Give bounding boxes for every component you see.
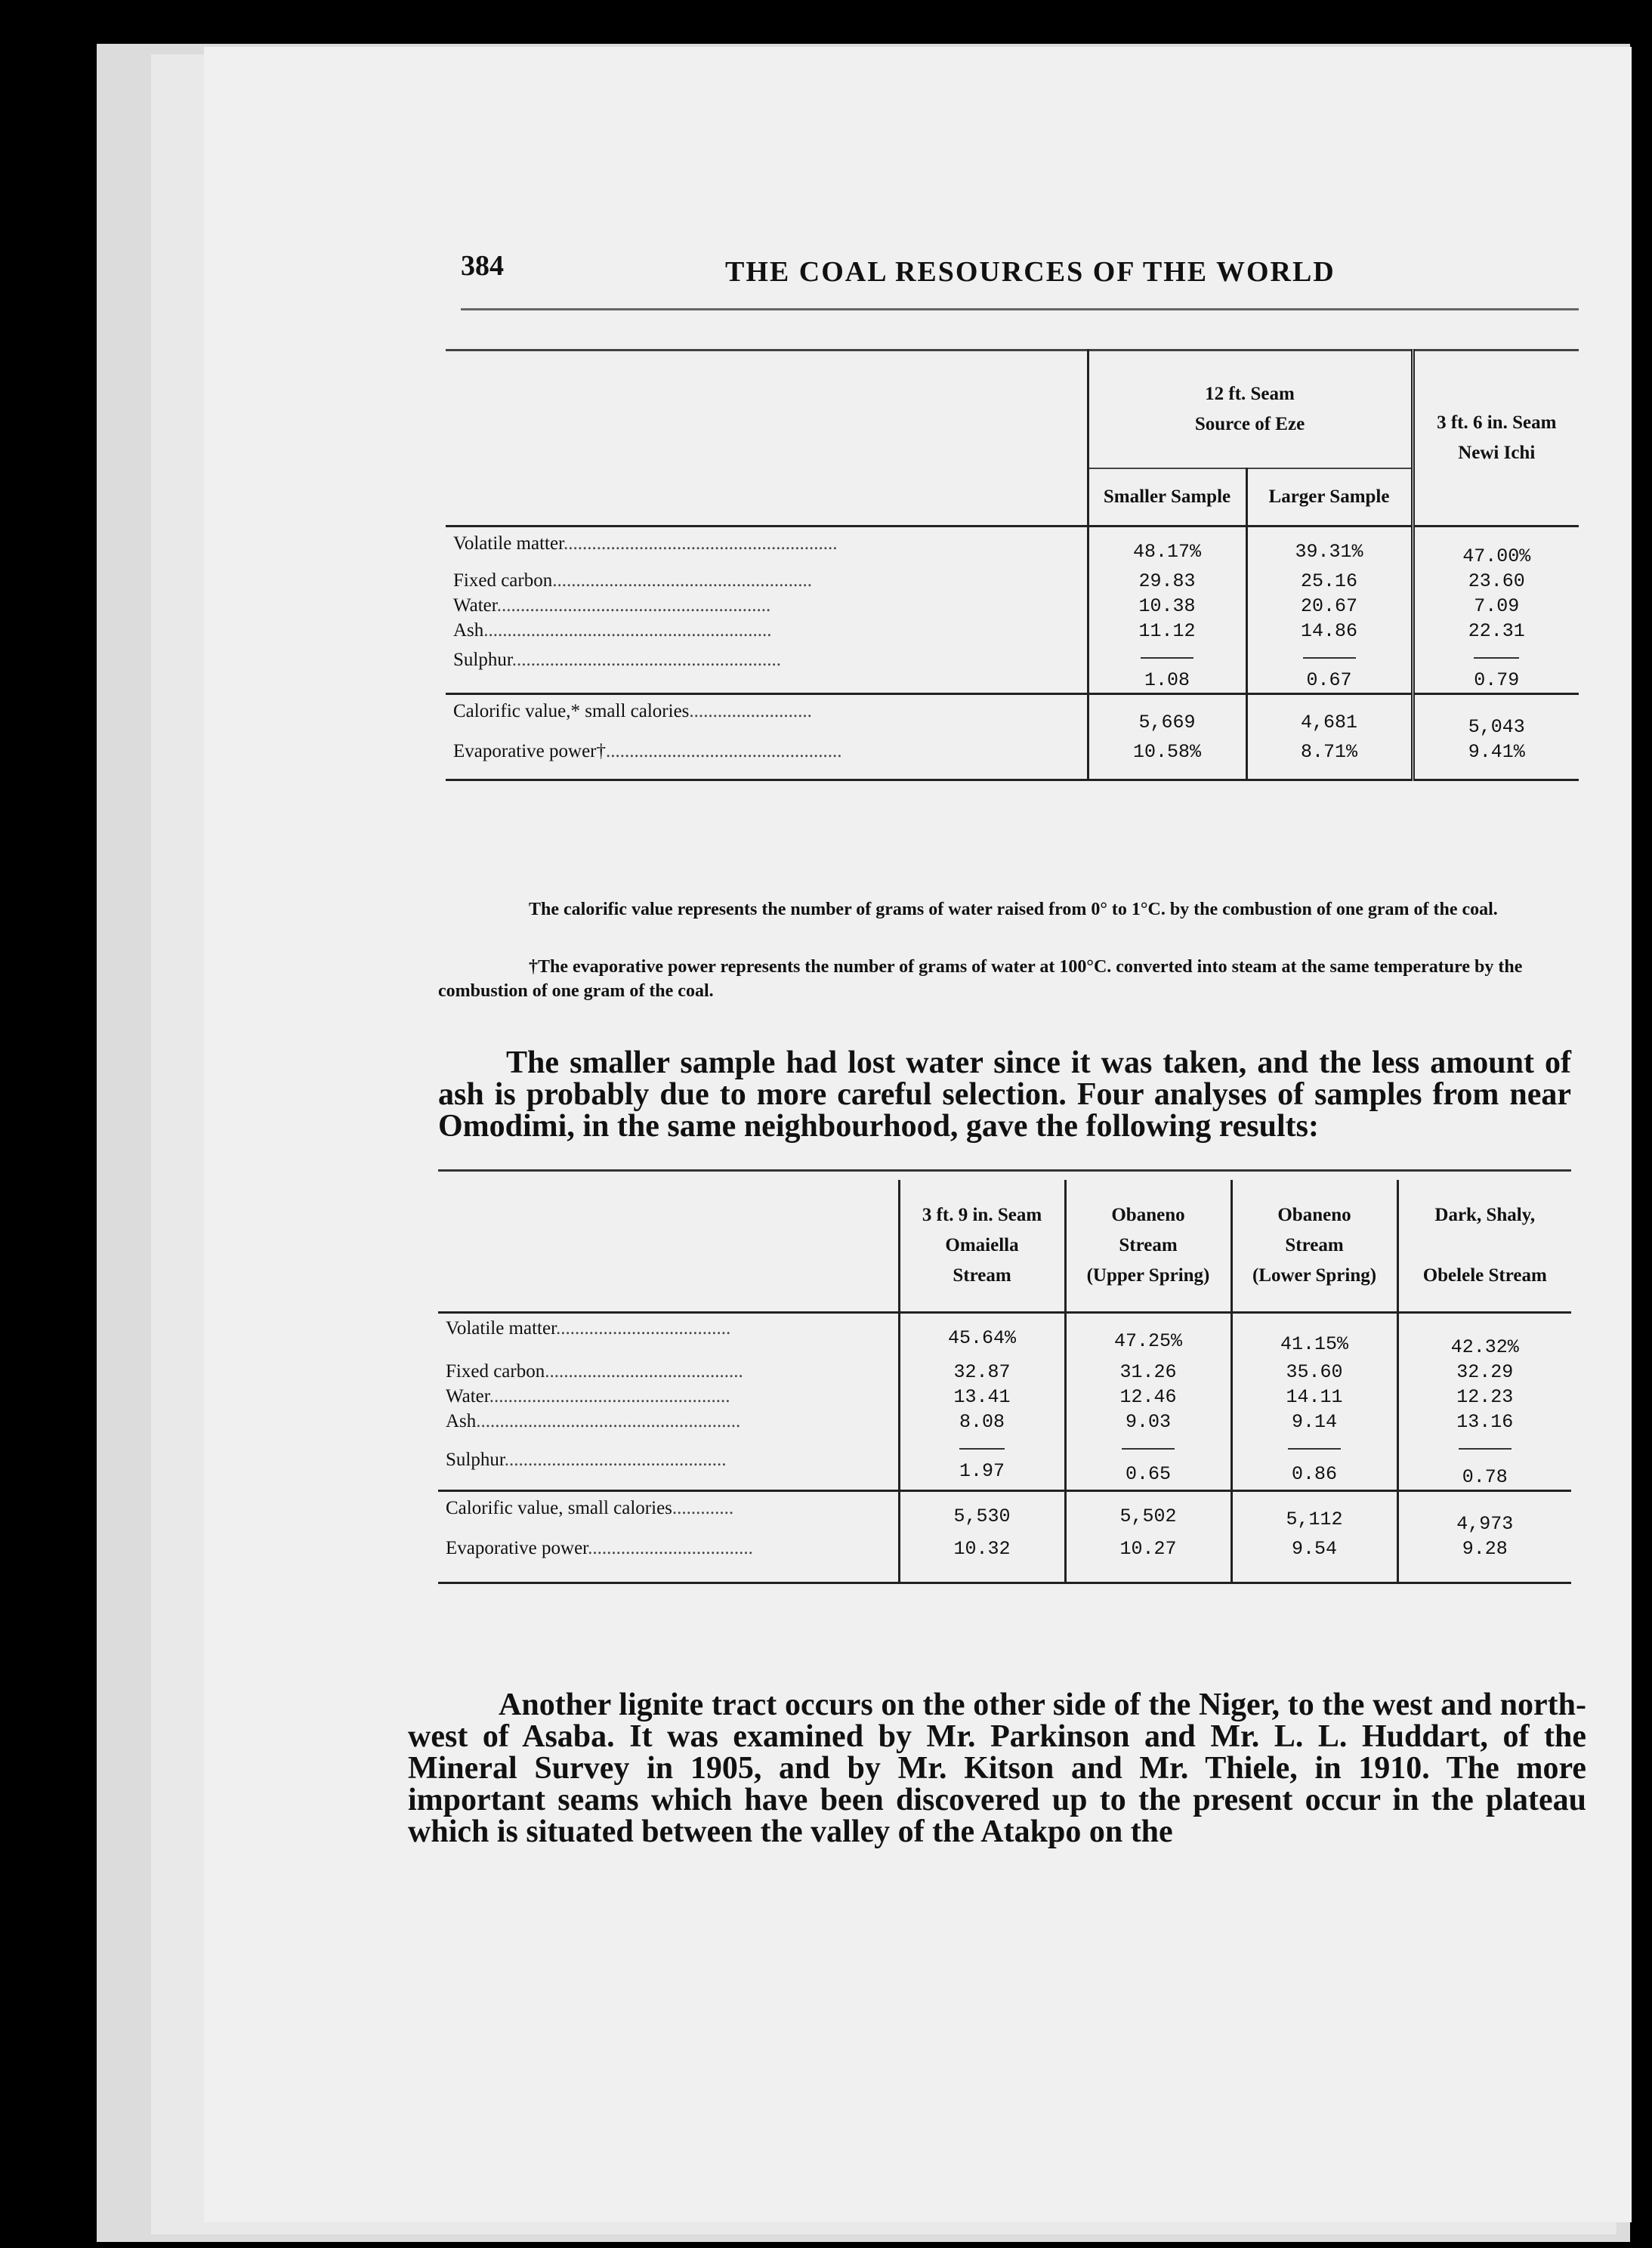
table-row: Calorific value,* small calories.......................... 5,669 4,681 5,043 (446, 694, 1579, 740)
table1-col3-header-line2: Newi Ichi (1458, 443, 1536, 463)
table-row: Water.......................................................... 10.38 20.67 7.09 (446, 594, 1579, 619)
table-cell: 42.32% (1397, 1313, 1571, 1360)
table-cell: 5,502 (1065, 1491, 1231, 1537)
table2-col3-header (1231, 1180, 1397, 1313)
table-row: Volatile matter.......................................................... 48.17% 39.31% 47.00% (446, 526, 1579, 570)
table1-col2-header: Larger Sample (1246, 468, 1413, 526)
table-cell: 1.08 (1144, 669, 1190, 691)
table-cell: 48.17% (1088, 526, 1246, 570)
table-cell: 22.31 (1413, 619, 1579, 644)
table-cell: 12.23 (1397, 1385, 1571, 1410)
page-header (423, 249, 1571, 295)
table2-col4-header (1397, 1180, 1571, 1313)
table-cell: 7.09 (1413, 594, 1579, 619)
table-cell: 23.60 (1413, 569, 1579, 594)
table-row: Ash............................................................. 11.12 14.86 22.31 (446, 619, 1579, 644)
table2-col4-header-line2 (1407, 1231, 1564, 1261)
table-cell: 11.12 (1088, 619, 1246, 644)
table-cell: 9.03 (1065, 1410, 1231, 1434)
table2-col2-header-line1: Obaneno (1111, 1205, 1185, 1225)
row-label: Sulphur (446, 1450, 505, 1470)
table-cell: 9.54 (1231, 1536, 1397, 1583)
table-row: Calorific value, small calories............. 5,530 5,502 5,112 4,973 (438, 1491, 1571, 1537)
row-label: Fixed carbon (453, 570, 553, 591)
table-cell: 12.46 (1065, 1385, 1231, 1410)
table-cell: 10.27 (1065, 1536, 1231, 1583)
table2-col2-header-line3: (Upper Spring) (1086, 1265, 1210, 1286)
table-cell: 20.67 (1246, 594, 1413, 619)
table-row: Evaporative power†.................................................. 10.58% 8.71% 9.41% (446, 740, 1579, 780)
table-cell: 8.71% (1246, 740, 1413, 780)
page-number: 384 (461, 250, 504, 282)
table-cell: 0.78 (1462, 1466, 1508, 1488)
table-cell: 39.31% (1246, 526, 1413, 570)
table-cell: 9.28 (1397, 1536, 1571, 1583)
table-cell: 32.29 (1397, 1360, 1571, 1385)
table1-col1-header: Smaller Sample (1088, 468, 1246, 526)
table2-col3-header-line2: Stream (1285, 1235, 1344, 1255)
table-cell: 10.58% (1088, 740, 1246, 780)
table-row: Water................................................... 13.41 12.46 14.11 12.23 (438, 1385, 1571, 1410)
table1-group-header-line1: 12 ft. Seam (1205, 384, 1295, 404)
footnote-evaporative: †The evaporative power represents the number of grams of water at 100°C. converted into steam at the same temperature by the combustion of one gram of the coal. (438, 957, 1523, 1002)
row-label: Evaporative power† (453, 741, 607, 761)
header-rule (461, 308, 1579, 310)
table-cell: 10.38 (1088, 594, 1246, 619)
table-cell: 32.87 (899, 1360, 1065, 1385)
table-cell: 0.65 (1125, 1463, 1171, 1485)
table1-group-header-line2: Source of Eze (1194, 414, 1305, 434)
row-label: Water (446, 1386, 489, 1407)
analysis-table-omodimi (438, 1180, 1571, 1584)
table2-col3-header-line1: Obaneno (1277, 1205, 1351, 1225)
table-cell: 47.25% (1065, 1313, 1231, 1360)
table-cell: 9.14 (1231, 1410, 1397, 1434)
table-cell: 1.97 (959, 1460, 1005, 1482)
row-label: Ash (453, 620, 484, 641)
table-row: Volatile matter..................................... 45.64% 47.25% 41.15% 42.32% (438, 1313, 1571, 1360)
table-cell: 10.32 (899, 1536, 1065, 1583)
table-cell: 14.86 (1246, 619, 1413, 644)
table2-col4-header-line1: Dark, Shaly, (1434, 1205, 1536, 1225)
table-cell: 4,681 (1246, 694, 1413, 740)
table2-col1-header-line3: Stream (953, 1265, 1011, 1286)
table1-group-header (1088, 350, 1413, 469)
table-row: Sulphur......................................................... 1.08 0.67 0.79 (446, 644, 1579, 694)
table2-col2-header-line2: Stream (1119, 1235, 1178, 1255)
table-row: Ash........................................................ 8.08 9.03 9.14 13.16 (438, 1410, 1571, 1434)
table-cell: 0.79 (1474, 669, 1520, 691)
table2-col1-header-line2: Omaiella (945, 1235, 1019, 1255)
table-cell: 13.41 (899, 1385, 1065, 1410)
table1-col3-header-line1: 3 ft. 6 in. Seam (1437, 412, 1557, 433)
row-label: Volatile matter (446, 1318, 557, 1339)
table-row: Fixed carbon....................................................... 29.83 25.16 23.60 (446, 569, 1579, 594)
table-cell: 9.41% (1413, 740, 1579, 780)
table-cell: 8.08 (899, 1410, 1065, 1434)
table2-col2-header (1065, 1180, 1231, 1313)
table2-col1-header (899, 1180, 1065, 1313)
row-label: Ash (446, 1411, 477, 1431)
table-row: Sulphur............................................... 1.97 0.65 0.86 0.78 (438, 1434, 1571, 1491)
table2-col1-header-line1: 3 ft. 9 in. Seam (922, 1205, 1042, 1225)
table-cell: 0.67 (1306, 669, 1352, 691)
table-cell: 0.86 (1291, 1463, 1337, 1485)
table-cell: 5,043 (1413, 694, 1579, 740)
row-label: Water (453, 595, 497, 616)
table-cell: 45.64% (899, 1313, 1065, 1360)
table-cell: 5,530 (899, 1491, 1065, 1537)
table-cell: 5,112 (1231, 1491, 1397, 1537)
table2-col4-header-line3: Obelele Stream (1422, 1265, 1547, 1286)
table-row: Evaporative power................................... 10.32 10.27 9.54 9.28 (438, 1536, 1571, 1583)
table-row: Fixed carbon.......................................... 32.87 31.26 35.60 32.29 (438, 1360, 1571, 1385)
footnote-calorific: The calorific value represents the number of grams of water raised from 0° to 1°C. by the combustion of one gram of the coal. (529, 900, 1498, 919)
row-label: Calorific value,* small calories (453, 701, 690, 721)
row-label: Fixed carbon (446, 1361, 545, 1382)
analysis-table-eze (446, 349, 1579, 781)
table-cell: 13.16 (1397, 1410, 1571, 1434)
table-cell: 5,669 (1088, 694, 1246, 740)
table-cell: 14.11 (1231, 1385, 1397, 1410)
table1-col3-header (1413, 350, 1579, 526)
table2-top-rule (438, 1169, 1571, 1172)
table-cell: 4,973 (1397, 1491, 1571, 1537)
table-cell: 29.83 (1088, 569, 1246, 594)
table-cell: 25.16 (1246, 569, 1413, 594)
paragraph-omodimi: The smaller sample had lost water since it was taken, and the less amount of ash is probably due to more careful selection. Four analyses of samples from near Omodimi, in the same neighbourhood, gave the following results: (438, 1045, 1571, 1144)
row-label: Calorific value, small calories (446, 1498, 672, 1518)
table2-col3-header-line3: (Lower Spring) (1252, 1265, 1377, 1286)
table-cell: 41.15% (1231, 1313, 1397, 1360)
table-cell: 31.26 (1065, 1360, 1231, 1385)
paragraph-asaba: Another lignite tract occurs on the other side of the Niger, to the west and north-west of Asaba. It was examined by Mr. Parkinson and Mr. L. L. Huddart, of the Mineral Survey in 1905, and by Mr. Kitson and Mr. Thiele, in 1910. The more important seams which have been discovered up to the present occur in the plateau which is situated between the valley of the Atakpo on the (408, 1688, 1586, 1849)
table-cell: 35.60 (1231, 1360, 1397, 1385)
row-label: Volatile matter (453, 533, 564, 554)
row-label: Sulphur (453, 650, 512, 670)
running-title: THE COAL RESOURCES OF THE WORLD (725, 256, 1335, 288)
row-label: Evaporative power (446, 1538, 588, 1558)
table-cell: 47.00% (1413, 526, 1579, 570)
